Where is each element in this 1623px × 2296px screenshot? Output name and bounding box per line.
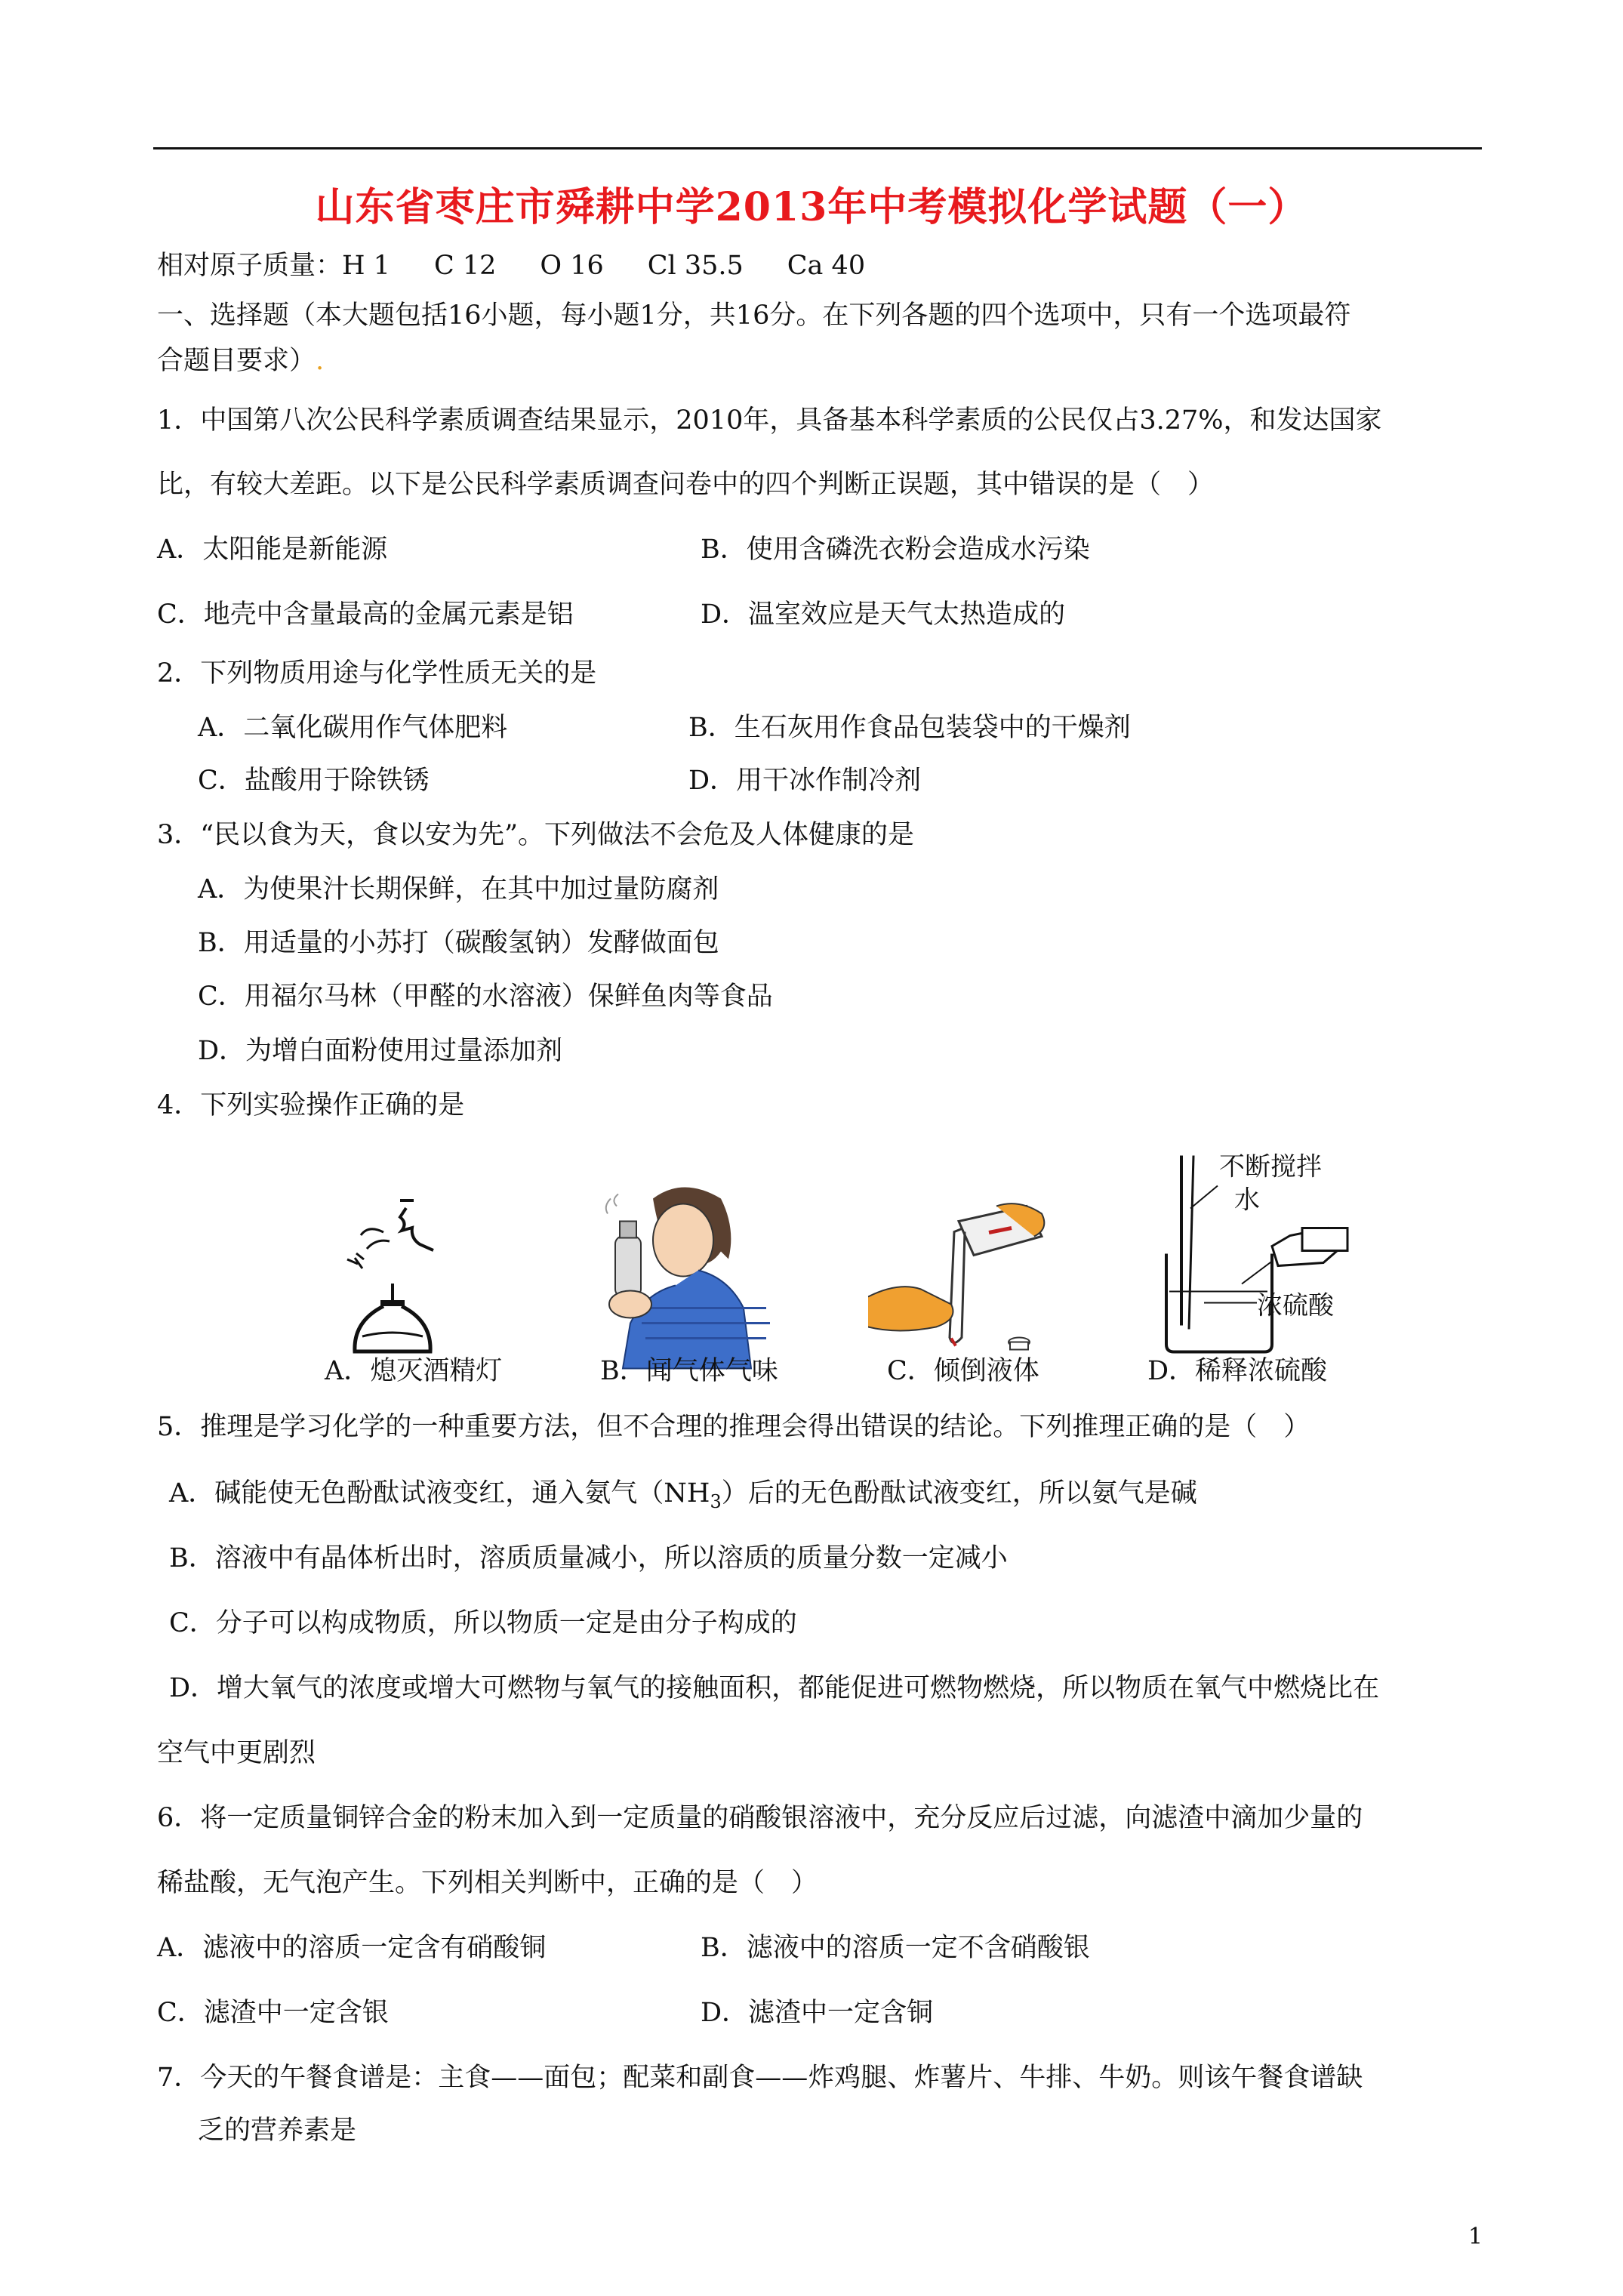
q5-option-a-sub: 3 (710, 1491, 722, 1512)
q5-stem: 5．推理是学习化学的一种重要方法，但不合理的推理会得出错误的结论。下列推理正确的是（ ） (157, 1412, 1310, 1442)
atomic-label: 相对原子质量： (157, 251, 343, 281)
fig-caption-a: A．熄灭酒精灯 (325, 1356, 503, 1386)
q3-option-d: D．为增白面粉使用过量添加剂 (198, 1036, 563, 1066)
fig-label-acid: 浓硫酸 (1257, 1290, 1334, 1321)
q5-option-b: B．溶液中有晶体析出时，溶质质量减小，所以溶质的质量分数一定减小 (169, 1543, 1008, 1573)
header-rule (153, 147, 1482, 149)
q3-option-a: A．为使果汁长期保鲜，在其中加过量防腐剂 (198, 874, 719, 905)
q2-option-b: B．生石灰用作食品包装袋中的干燥剂 (688, 713, 1131, 743)
atomic-mass-ca: Ca 40 (787, 251, 866, 281)
section1-dot: . (316, 346, 325, 376)
section1-line2 (157, 344, 324, 378)
fig-caption-c: C．倾倒液体 (887, 1356, 1039, 1386)
fig-caption-b: B．闻气体气味 (600, 1356, 778, 1386)
fig-label-water: 水 (1234, 1185, 1260, 1216)
q3-option-b: B．用适量的小苏打（碳酸氢钠）发酵做面包 (198, 928, 719, 958)
figure-d-dilute-acid (1151, 1139, 1370, 1365)
q5-option-a-pre: A．碱能使无色酚酞试液变红，通入氨气（NH (169, 1478, 710, 1509)
atomic-mass-c: C 12 (433, 251, 497, 281)
q1-option-d: D．温室效应是天气太热造成的 (701, 599, 1066, 630)
atomic-mass-cl: Cl 35.5 (647, 251, 744, 281)
q1-option-b: B．使用含磷洗衣粉会造成水污染 (701, 535, 1090, 565)
q6-stem-line1: 6．将一定质量铜锌合金的粉末加入到一定质量的硝酸银溶液中，充分反应后过滤，向滤渣中滴加少量的 (157, 1803, 1363, 1833)
q1-stem-line1: 1．中国第八次公民科学素质调查结果显示，2010年，具备基本科学素质的公民仅占3.27%，和发达国家 (157, 405, 1382, 436)
q2-option-d: D．用干冰作制冷剂 (688, 766, 922, 796)
q4-stem: 4．下列实验操作正确的是 (157, 1090, 465, 1120)
q5-option-a-post: ）后的无色酚酞试液变红，所以氨气是碱 (721, 1478, 1197, 1509)
q2-option-a: A．二氧化碳用作气体肥料 (198, 713, 508, 743)
q3-stem: 3．“民以食为天，食以安为先”。下列做法不会危及人体健康的是 (157, 820, 915, 850)
atomic-masses-line (157, 249, 909, 282)
q6-stem-line2: 稀盐酸，无气泡产生。下列相关判断中，正确的是（ ） (157, 1868, 818, 1898)
q5-option-d-line2: 空气中更剧烈 (157, 1738, 316, 1768)
q2-option-c: C．盐酸用于除铁锈 (198, 766, 430, 796)
fig-caption-d: D．稀释浓硫酸 (1147, 1356, 1328, 1386)
q3-option-c: C．用福尔马林（甲醛的水溶液）保鲜鱼肉等食品 (198, 982, 773, 1012)
fig-label-stir: 不断搅拌 (1219, 1151, 1322, 1182)
q6-option-c: C．滤渣中一定含银 (157, 1998, 389, 2028)
q5-option-d-line1: D．增大氧气的浓度或增大可燃物与氧气的接触面积，都能促进可燃物燃烧，所以物质在氧气中燃烧比在 (169, 1673, 1380, 1703)
q6-option-b: B．滤液中的溶质一定不含硝酸银 (701, 1933, 1090, 1963)
q2-stem: 2．下列物质用途与化学性质无关的是 (157, 658, 597, 689)
section1-line1: 一、选择题（本大题包括16小题，每小题1分，共16分。在下列各题的四个选项中，只有一个选项最符 (157, 300, 1351, 331)
section1-line2-text: 合题目要求） (157, 346, 316, 376)
page-title: 山东省枣庄市舜耕中学2013年中考模拟化学试题（一） (315, 184, 1308, 230)
q6-option-a: A．滤液中的溶质一定含有硝酸铜 (157, 1933, 547, 1963)
q5-option-c: C．分子可以构成物质，所以物质一定是由分子构成的 (169, 1608, 797, 1638)
q1-stem-line2: 比，有较大差距。以下是公民科学素质调查问卷中的四个判断正误题，其中错误的是（ ） (157, 470, 1215, 500)
q1-option-c: C．地壳中含量最高的金属元素是铝 (157, 599, 574, 630)
atomic-mass-o: O 16 (540, 251, 604, 281)
page-number: 1 (1468, 2224, 1483, 2250)
atomic-mass-h: H 1 (342, 251, 390, 281)
q7-stem-line2: 乏的营养素是 (198, 2116, 357, 2146)
q1-option-a: A．太阳能是新能源 (157, 535, 388, 565)
q5-option-a (169, 1477, 1197, 1518)
q6-option-d: D．滤渣中一定含铜 (701, 1998, 934, 2028)
q7-stem-line1: 7．今天的午餐食谱是：主食——面包；配菜和副食——炸鸡腿、炸薯片、牛排、牛奶。则该午餐食谱缺 (157, 2063, 1363, 2093)
